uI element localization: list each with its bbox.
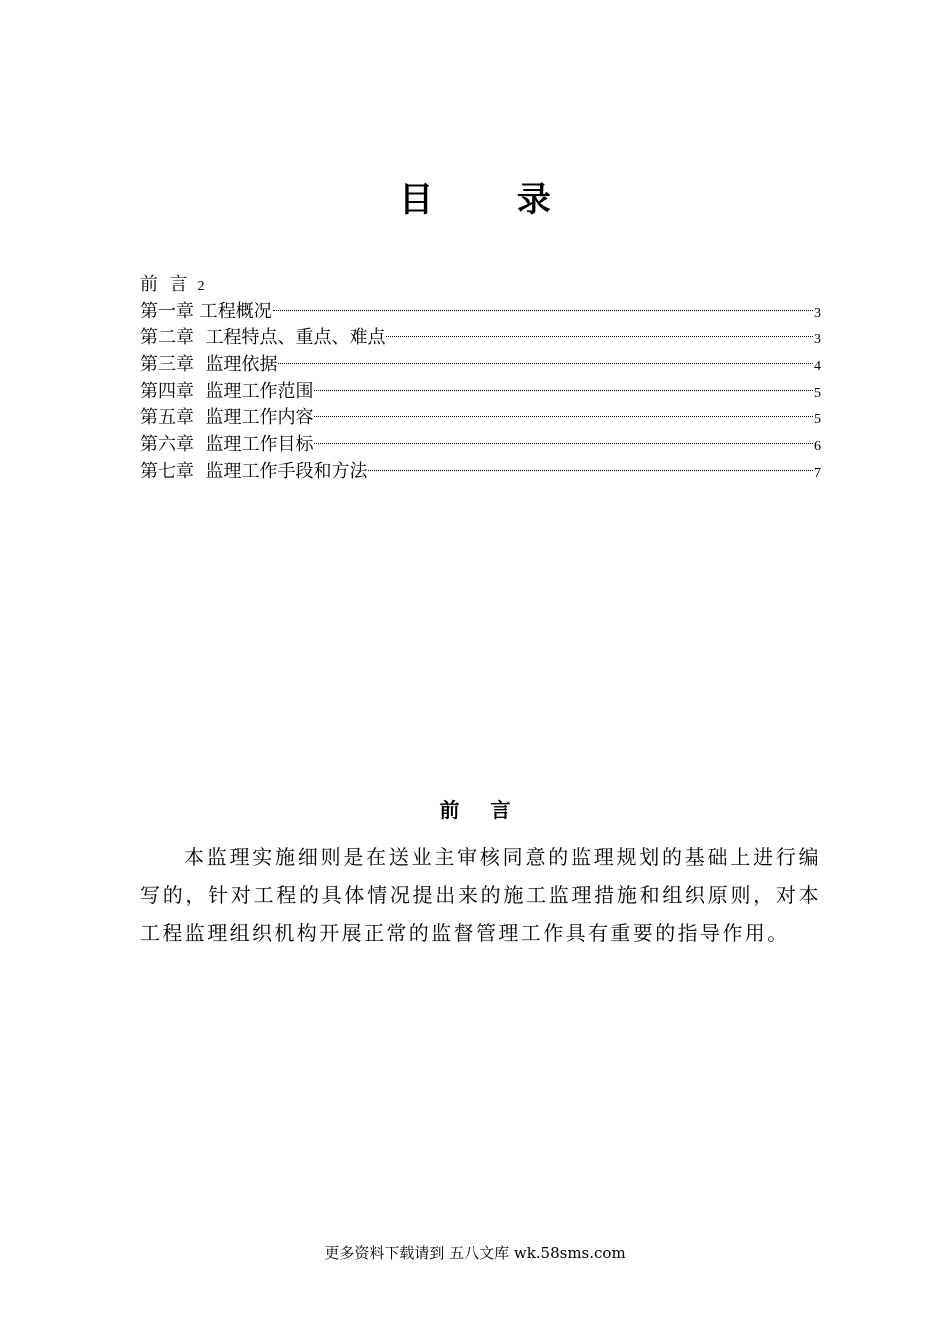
toc-entry-chapter-7[interactable] [140, 459, 821, 486]
toc-entry-chapter-5[interactable] [140, 405, 821, 432]
toc-entry-label: 第一章 工程概况 [140, 300, 272, 322]
toc-entry-chapter-1[interactable] [140, 299, 821, 326]
toc-title: 目 录 [399, 180, 587, 220]
toc-dot-leader [314, 416, 813, 417]
toc-dot-leader [314, 390, 813, 391]
toc-entry-chapter-2[interactable] [140, 325, 821, 352]
toc-entry-page: 5 [814, 385, 821, 401]
toc-dot-leader [314, 443, 813, 444]
preface-paragraph: 本监理实施细则是在送业主审核同意的监理规划的基础上进行编写的，针对工程的具体情况提出来的施工监理措施和组织原则，对本工程监理组织机构开展正常的监督管理工作具有重要的指导作用。 [140, 845, 821, 945]
toc-entry-label: 第七章 监理工作手段和方法 [140, 460, 368, 482]
toc-dot-leader [386, 336, 813, 337]
toc-entry-page: 7 [814, 465, 821, 481]
footer-text: 更多资料下载请到 五八文库 wk.58sms.com [324, 1244, 626, 1262]
toc-entry-page: 2 [197, 279, 205, 294]
toc-entry-page: 5 [814, 412, 821, 428]
toc-entry-label: 第二章 工程特点、重点、难点 [140, 327, 386, 349]
toc-entry-page: 3 [814, 332, 821, 348]
toc-dot-leader [368, 470, 813, 471]
toc-entry-label: 第五章 监理工作内容 [140, 407, 314, 429]
toc-entry-page: 6 [814, 439, 821, 455]
toc-entry-preface[interactable] [140, 272, 821, 299]
toc-dot-leader [278, 363, 813, 364]
toc-entry-label: 前 言 [140, 274, 188, 295]
toc-entry-page: 3 [814, 305, 821, 321]
preface-title: 前 言 [439, 798, 523, 822]
toc-entry-page: 4 [814, 359, 821, 375]
toc-entry-chapter-6[interactable] [140, 432, 821, 459]
toc-entry-chapter-3[interactable] [140, 352, 821, 379]
toc-list [140, 272, 821, 486]
toc-entry-label: 第四章 监理工作范围 [140, 380, 314, 402]
toc-entry-label: 第六章 监理工作目标 [140, 434, 314, 456]
toc-entry-chapter-4[interactable] [140, 379, 821, 406]
toc-dot-leader [273, 310, 813, 311]
toc-entry-label: 第三章 监理依据 [140, 354, 278, 376]
